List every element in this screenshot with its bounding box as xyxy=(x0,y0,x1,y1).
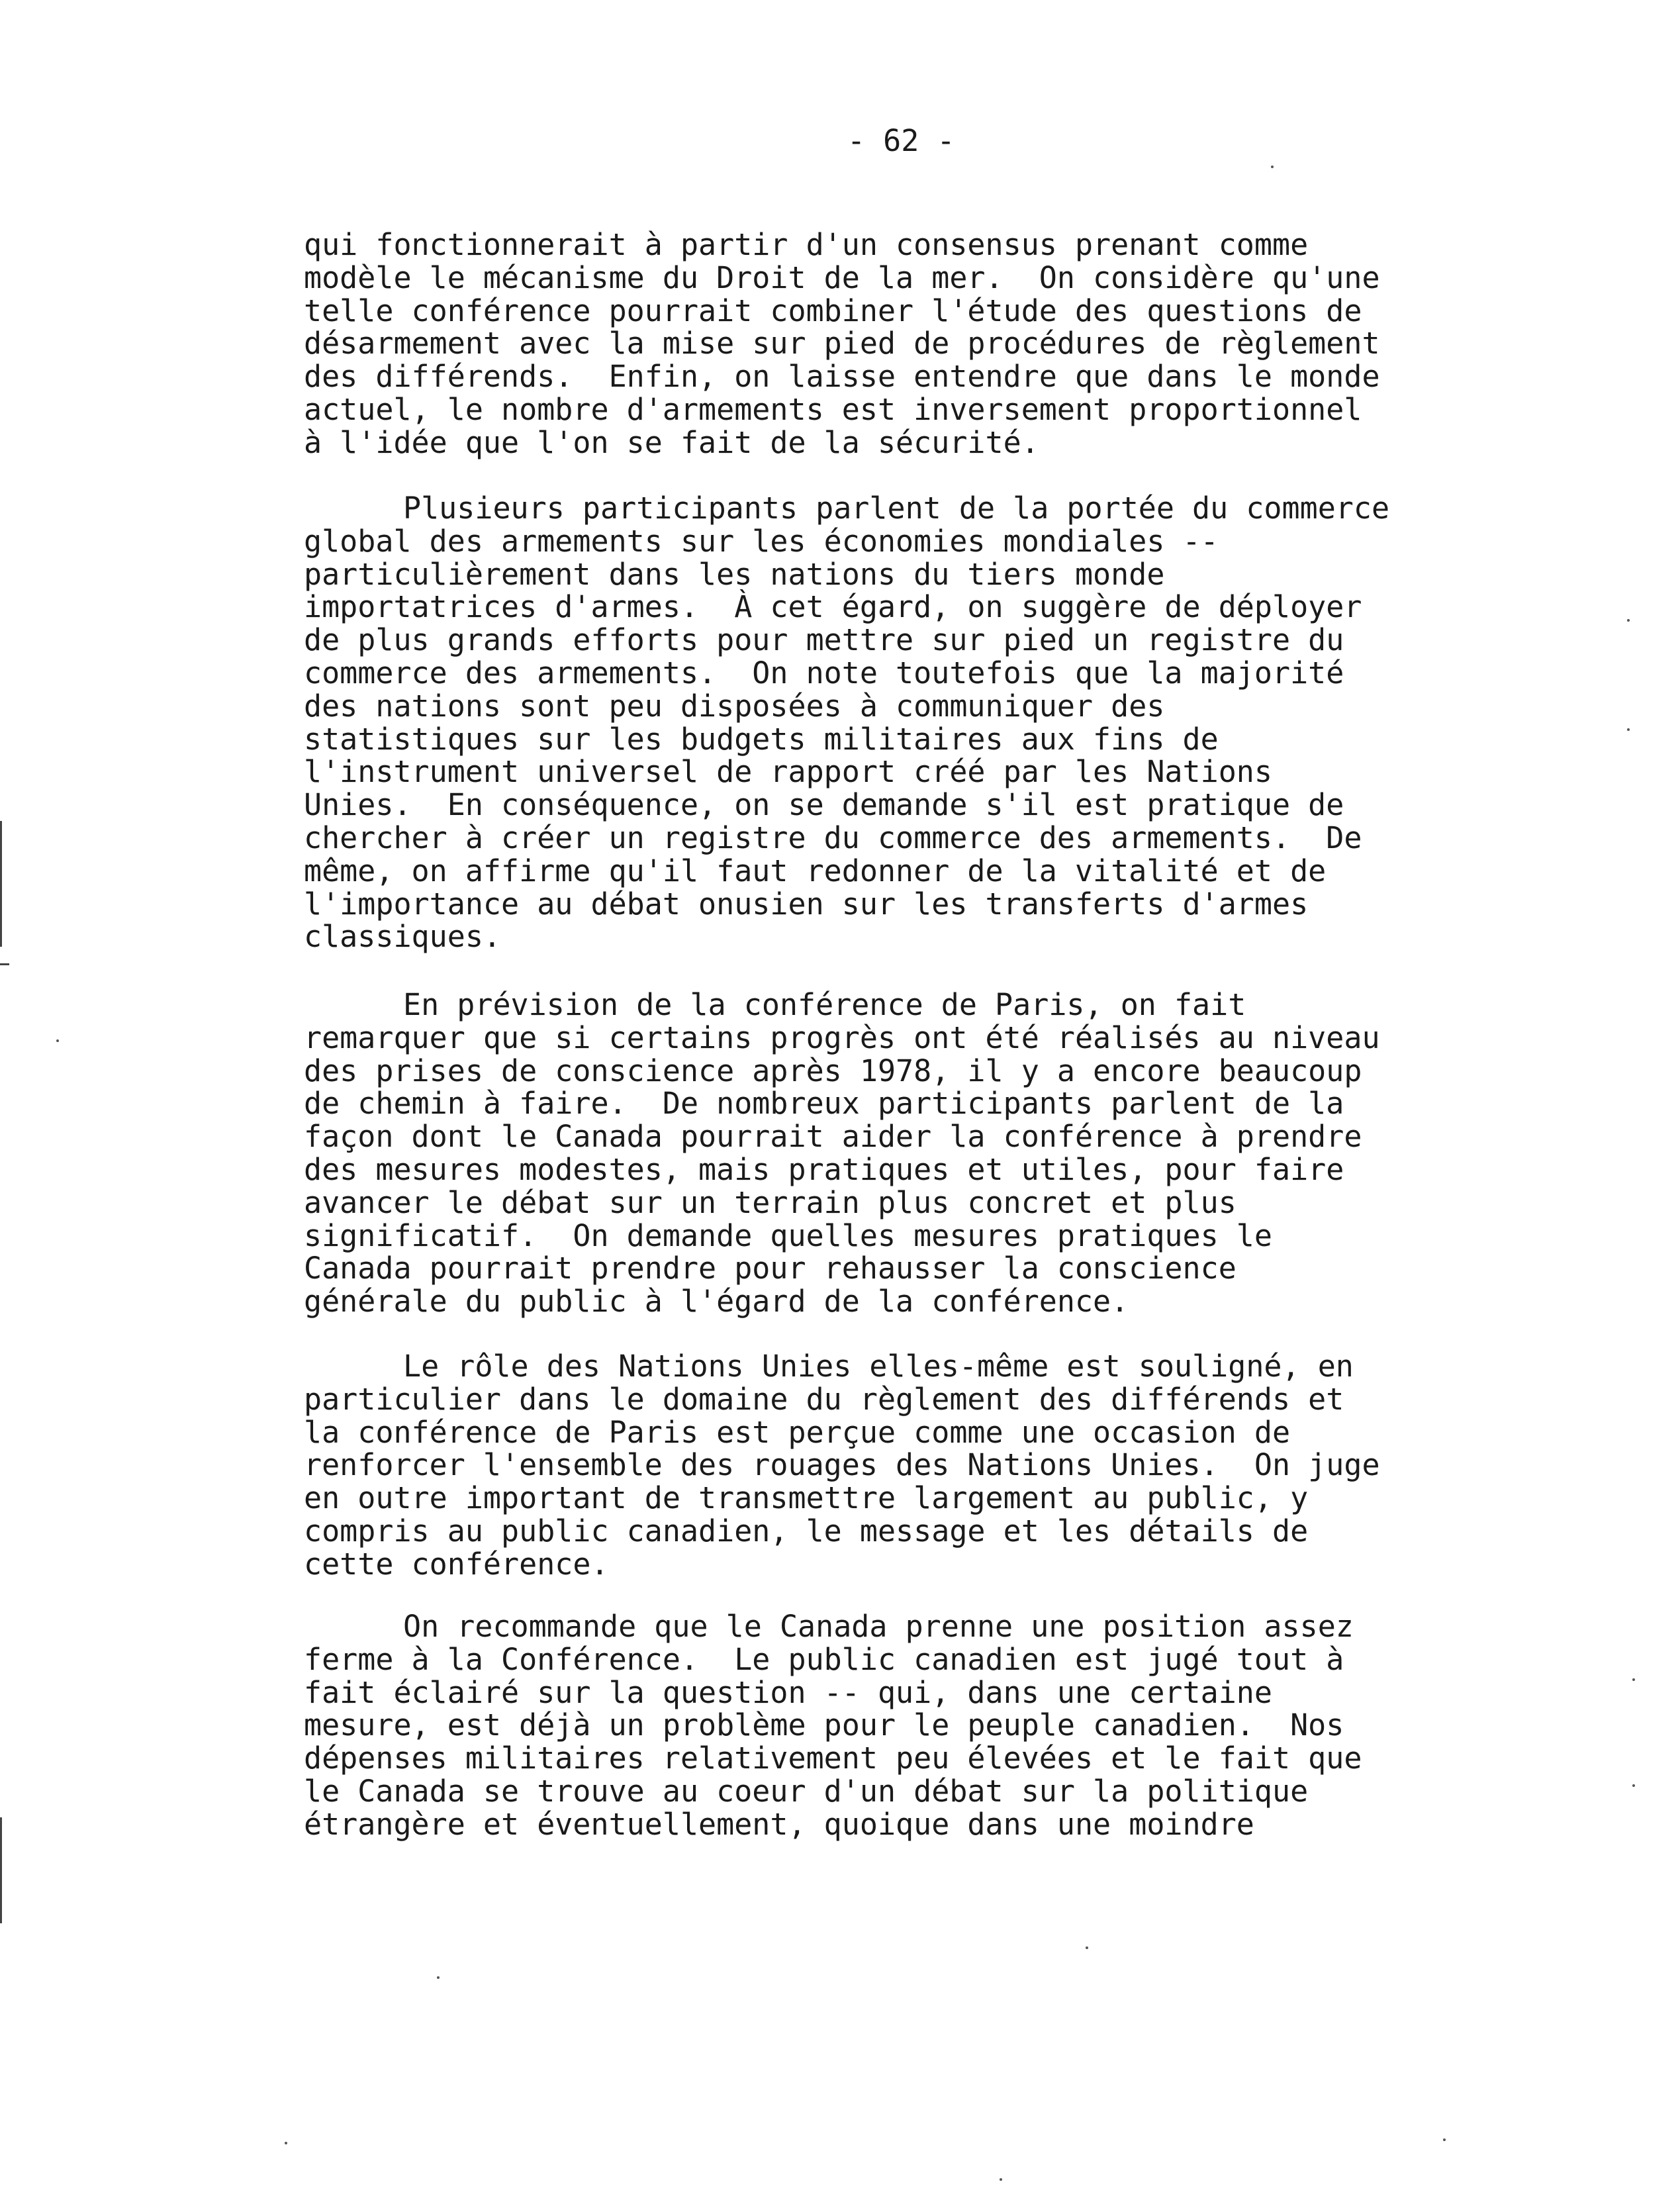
text-line: la conférence de Paris est perçue comme une occasion de xyxy=(304,1414,1291,1450)
text-line: façon dont le Canada pourrait aider la conférence à prendre xyxy=(304,1119,1362,1155)
scan-margin-mark xyxy=(0,1817,2,1923)
text-line: étrangère et éventuellement, quoique dans une moindre xyxy=(304,1806,1254,1842)
scan-speck xyxy=(285,2142,287,2144)
scan-speck xyxy=(1271,166,1274,168)
text-line: ferme à la Conférence. Le public canadien est jugé tout à xyxy=(304,1641,1344,1677)
scan-speck xyxy=(437,1976,440,1979)
page-number: - 62 - xyxy=(847,123,955,158)
text-line: des prises de conscience après 1978, il y a encore beaucoup xyxy=(304,1053,1362,1088)
scan-speck xyxy=(1000,2178,1002,2181)
text-line: des différends. Enfin, on laisse entendre que dans le monde xyxy=(304,359,1380,395)
text-line: remarquer que si certains progrès ont été réalisés au niveau xyxy=(304,1020,1380,1055)
scan-margin-mark xyxy=(0,821,2,947)
text-line: désarmement avec la mise sur pied de procédures de règlement xyxy=(304,326,1380,361)
text-line: même, on affirme qu'il faut redonner de la vitalité et de xyxy=(304,853,1327,888)
paragraph-3 xyxy=(304,988,1548,1318)
text-line: cette conférence. xyxy=(304,1546,609,1582)
text-line: importatrices d'armes. À cet égard, on suggère de déployer xyxy=(304,589,1362,625)
text-line: En prévision de la conférence de Paris, on fait xyxy=(403,987,1246,1022)
paragraph-5 xyxy=(304,1610,1548,1841)
text-line: global des armements sur les économies mondiales -- xyxy=(304,523,1219,559)
text-line: Plusieurs participants parlent de la portée du commerce xyxy=(403,491,1390,526)
text-line: fait éclairé sur la question -- qui, dans une certaine xyxy=(304,1674,1272,1710)
scan-speck xyxy=(1627,728,1630,731)
scan-speck xyxy=(1086,1946,1088,1949)
text-line: actuel, le nombre d'armements est inversement proportionnel xyxy=(304,391,1362,427)
text-line: modèle le mécanisme du Droit de la mer. On considère qu'une xyxy=(304,260,1380,295)
text-line: des nations sont peu disposées à communiquer des xyxy=(304,688,1165,724)
text-line: Le rôle des Nations Unies elles-même est souligné, en xyxy=(403,1349,1354,1384)
text-line: particulièrement dans les nations du tiers monde xyxy=(304,556,1165,592)
scan-speck xyxy=(1632,1784,1635,1787)
text-line: avancer le débat sur un terrain plus concret et plus xyxy=(304,1184,1237,1220)
text-line: de chemin à faire. De nombreux participants parlent de la xyxy=(304,1086,1344,1122)
text-line: des mesures modestes, mais pratiques et utiles, pour faire xyxy=(304,1151,1344,1187)
text-line: significatif. On demande quelles mesures pratiques le xyxy=(304,1218,1272,1253)
text-line: Canada pourrait prendre pour rehausser la conscience xyxy=(304,1251,1237,1286)
scan-speck xyxy=(1443,2138,1446,2141)
text-line: de plus grands efforts pour mettre sur pied un registre du xyxy=(304,622,1344,658)
scan-speck xyxy=(1632,1678,1635,1681)
paragraph-4 xyxy=(304,1350,1548,1581)
text-line: en outre important de transmettre largement au public, y xyxy=(304,1480,1309,1516)
text-line: à l'idée que l'on se fait de la sécurité. xyxy=(304,424,1039,460)
text-line: l'importance au débat onusien sur les transferts d'armes xyxy=(304,886,1309,922)
text-line: commerce des armements. On note toutefois que la majorité xyxy=(304,655,1344,691)
text-line: particulier dans le domaine du règlement des différends et xyxy=(304,1381,1344,1417)
text-line: statistiques sur les budgets militaires aux fins de xyxy=(304,721,1219,757)
text-line: le Canada se trouve au coeur d'un débat sur la politique xyxy=(304,1773,1309,1809)
paragraph-2 xyxy=(304,492,1548,953)
scan-margin-mark xyxy=(0,963,9,965)
text-line: compris au public canadien, le message et les détails de xyxy=(304,1513,1309,1549)
text-line: mesure, est déjà un problème pour le peuple canadien. Nos xyxy=(304,1707,1344,1743)
text-line: l'instrument universel de rapport créé par les Nations xyxy=(304,754,1272,790)
text-line: Unies. En conséquence, on se demande s'il est pratique de xyxy=(304,787,1344,823)
text-line: chercher à créer un registre du commerce des armements. De xyxy=(304,820,1362,855)
paragraph-1 xyxy=(304,228,1548,459)
text-line: qui fonctionnerait à partir d'un consensus prenant comme xyxy=(304,227,1309,262)
scan-speck xyxy=(1627,619,1630,622)
text-line: telle conférence pourrait combiner l'étude des questions de xyxy=(304,293,1362,328)
text-line: renforcer l'ensemble des rouages des Nations Unies. On juge xyxy=(304,1447,1380,1483)
text-line: classiques. xyxy=(304,919,502,955)
text-line: On recommande que le Canada prenne une position assez xyxy=(403,1609,1354,1644)
scan-speck xyxy=(56,1039,59,1042)
text-line: générale du public à l'égard de la conférence. xyxy=(304,1284,1129,1319)
text-line: dépenses militaires relativement peu élevées et le fait que xyxy=(304,1741,1362,1776)
